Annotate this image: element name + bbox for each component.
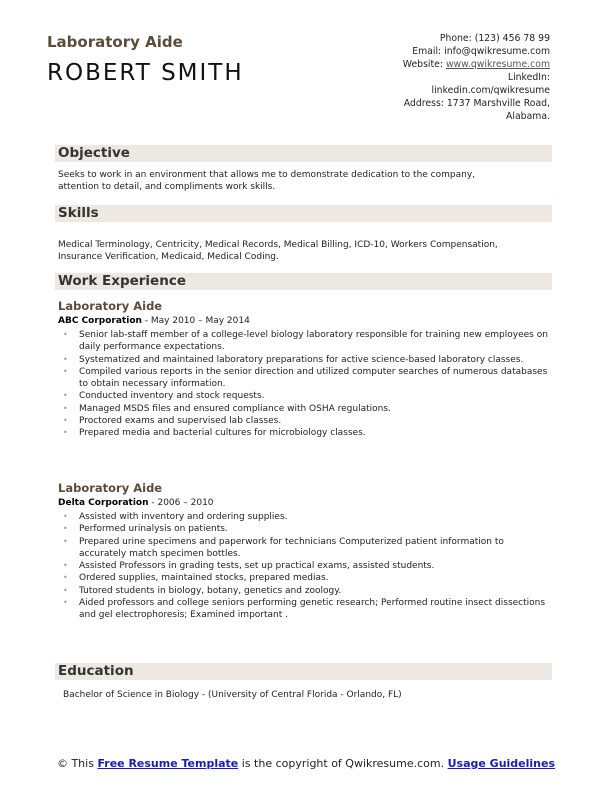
bullet: • Prepared media and bacterial cultures for microbiology classes.: [58, 427, 549, 439]
bullet: • Prepared urine specimens and paperwork for technicians Computerized patient information to accurately match specimen bottles.: [58, 536, 549, 561]
objective-text: [58, 169, 475, 194]
bullet: • Senior lab-staff member of a college-level biology laboratory responsible for training new employees on daily performance expectations.: [58, 329, 549, 354]
website-link[interactable]: www.qwikresume.com: [445, 59, 550, 70]
skills-header: [55, 205, 552, 222]
job-company-dates: [58, 316, 549, 326]
usage-guidelines-link[interactable]: Usage Guidelines: [447, 757, 556, 770]
job-entry: [58, 299, 549, 440]
job-title: Laboratory Aide: [58, 481, 163, 495]
bullet: • Ordered supplies, maintained stocks, prepared medias.: [58, 572, 549, 584]
contact-phone: Phone: (123) 456 78 99: [439, 33, 550, 44]
contact-email: Email: info@qwikresume.com: [412, 46, 550, 57]
bullet: • Tutored students in biology, botany, genetics and zoology.: [58, 585, 549, 597]
job-bullets: [58, 511, 549, 622]
company-name: ABC Corporation: [58, 316, 142, 326]
bullet: • Assisted Professors in grading tests, set up practical exams, assisted students.: [58, 560, 549, 572]
job-title: Laboratory Aide: [58, 299, 163, 313]
bullet: • Managed MSDS files and ensured compliance with OSHA regulations.: [58, 403, 549, 415]
bullet: • Conducted inventory and stock requests.: [58, 390, 549, 402]
job-bullets: [58, 329, 549, 440]
work-heading: Work Experience: [58, 273, 186, 289]
education-header: [55, 663, 552, 680]
bullet: • Assisted with inventory and ordering supplies.: [58, 511, 549, 523]
linkedin-label: LinkedIn:: [507, 72, 550, 83]
education-heading: Education: [58, 663, 134, 679]
header-job-title: Laboratory Aide: [47, 33, 183, 51]
footer-text: is the copyright of Qwikresume.com.: [238, 757, 448, 770]
bullet: • Aided professors and college seniors performing genetic research; Performed routine insect dissections and gel electrophoresis; Examined important .: [58, 597, 549, 622]
objective-line: Seeks to work in an environment that allows me to demonstrate dedication to the company,: [58, 170, 476, 180]
bullet: • Proctored exams and supervised lab classes.: [58, 415, 549, 427]
contact-address-2: Alabama.: [506, 111, 550, 122]
work-header: [55, 273, 552, 290]
candidate-name: ROBERT SMITH: [47, 60, 244, 86]
job-dates: - 2006 – 2010: [148, 498, 214, 508]
bullet: • Performed urinalysis on patients.: [58, 523, 549, 535]
footer-text: © This: [56, 757, 98, 770]
education-entry: Bachelor of Science in Biology - (University of Central Florida - Orlando, FL): [63, 690, 402, 700]
skills-line: Insurance Verification, Medicaid, Medical Coding.: [58, 252, 279, 263]
linkedin-value: linkedin.com/qwikresume: [431, 85, 550, 96]
website-label: Website:: [402, 59, 446, 70]
skills-line: Medical Terminology, Centricity, Medical Records, Medical Billing, ICD-10, Workers Compensation,: [58, 240, 498, 250]
bullet: • Compiled various reports in the senior direction and utilized computer searches of numerous databases to obtain necessary information.: [58, 366, 549, 391]
objective-heading: Objective: [58, 145, 130, 161]
footer: [0, 757, 612, 771]
job-dates: - May 2010 – May 2014: [141, 316, 250, 326]
bullet: • Systematized and maintained laboratory preparations for active science-based laboratory classes.: [58, 354, 549, 366]
skills-text: [58, 239, 498, 264]
job-company-dates: [58, 498, 549, 508]
free-resume-template-link[interactable]: Free Resume Template: [97, 757, 239, 770]
skills-heading: Skills: [58, 205, 99, 221]
contact-block: [350, 32, 550, 123]
objective-line: attention to detail, and compliments work skills.: [58, 182, 276, 193]
objective-header: [55, 145, 552, 162]
contact-address: Address: 1737 Marshville Road,: [403, 98, 550, 109]
company-name: Delta Corporation: [58, 498, 149, 508]
job-entry: [58, 481, 549, 622]
